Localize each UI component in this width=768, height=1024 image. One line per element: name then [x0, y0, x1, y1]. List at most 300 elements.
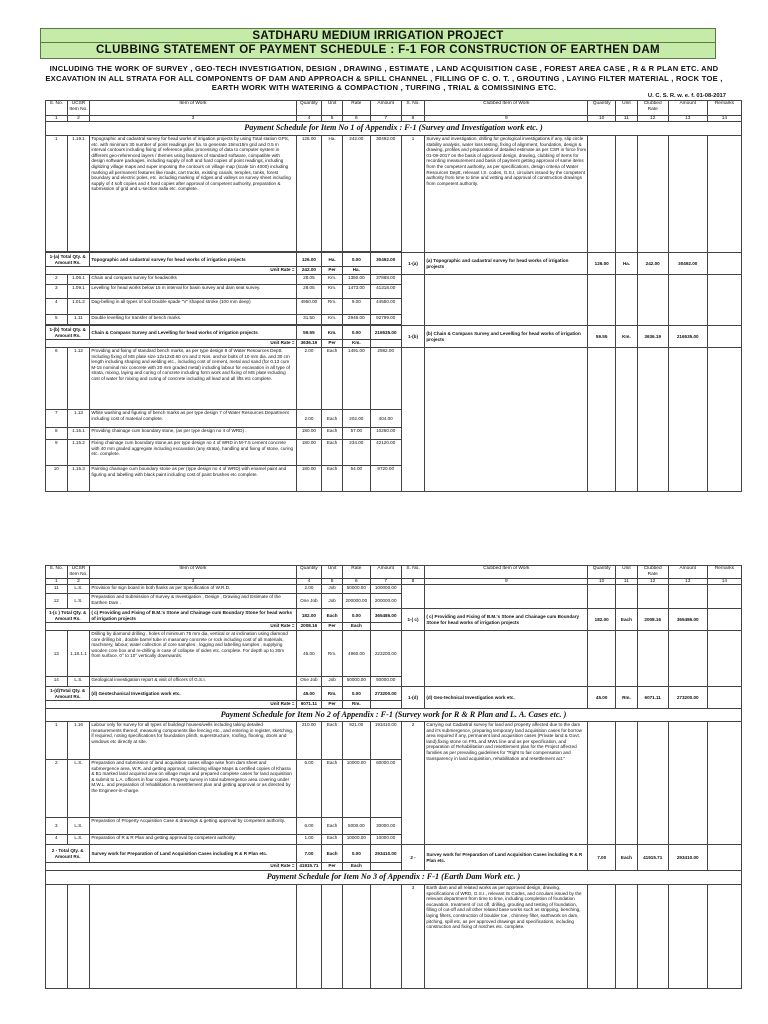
club-unit: Each	[616, 609, 638, 631]
cell-empty	[588, 275, 616, 326]
cell-empty	[401, 275, 425, 326]
cell-unit: Rm.	[322, 631, 343, 677]
total-unit: Rm.	[322, 687, 343, 701]
cell-empty	[707, 885, 741, 989]
section-heading-1: Payment Schedule for Item No 1 of Appendix : F-1 (Survey and Investigation work etc. )	[46, 122, 742, 136]
club-desc: Survey work for Preparation of Land Acquisition Cases including R & R Plan etc.	[425, 845, 588, 871]
cell-empty	[707, 687, 741, 709]
cell-desc: Topographic and cadastral survey for head works of irrigation projects by using Total station GPS, etc. with minimum 30 number of point readings per ha. to generate 15mx15m grid and 0.5 m interval contours including fixing of reference pillar, processing of data to computer system in different geo-referenced layers / themes using features of standard software, compatible with design software packages, including supply of soft and hard copies of point readings, including digitizing village maps and super imposing the contours on village map (scale 1in 4000) including marking all permanent features like roads, cart tracks, existing canals, temples, tanks, forest boundary and electric poles, etc. including marking of ridges and valleys on survey sheet including supply of 4 soft copies and 4 hard copies after approval of competent authority, preparation & submission of grid and L-section nalla etc. complete.	[90, 136, 296, 252]
cell-desc: Providing and fixing of standard bench marks, as per type design 8 of Water Resources Deptt. Including fixing of MS plate size 12x12x0.60 cm and 2 Nos. anchor bolts of 10 mm dia. and 30 cm length including shaping and welding etc., including cost of cement, metal and sand (for 0.13 cum M-15 nominal mix concrete with 20 mm graded metal) including labour for excavation in all type of strata, mixing, laying and curing of concrete including form work and fixing of MS plate including cost of water for mixing and curing of concrete including all lead and all lifts etc complete.	[90, 348, 296, 410]
unit-rate-per: Per	[322, 701, 343, 709]
cell-sno: 10	[46, 466, 68, 492]
cell-qty: 45.00	[296, 631, 322, 677]
total-rate: 0.00	[342, 326, 370, 340]
club-rate: 242.00	[637, 253, 668, 275]
cell-desc: Provision for sign board in both flanks as per Specification of W.R.D.	[90, 585, 296, 594]
cell-clubbed: Survey and investigation, drilling for geological investigations if any, slip circle stability analysis, water loss testing, fixing of alignment, foundation, design & drawing, profiles and preparation of detailed estimate as per CSR in force from 01-09-2017 on the basis of approved design, drawing, clubbing of items for recording measurement and basis of payment getting approval of same items from the competent authority, as per specifications, design criteria of Water Resources Deptt, relevant I.S. codes, G.S.I, circulars issued by the competent authority from time to time and vetting and approval of construction drawings from competent authority.	[425, 136, 588, 253]
cell-code: 1.01.2	[67, 299, 90, 315]
cell-qty: 28.05	[296, 275, 322, 285]
colnum: 5	[322, 116, 343, 122]
cell-desc: Labour only for survey for all types of building/ houses/wells including taking detailed measurements thereof, measuring components like fencing etc., and entering in register, sketching, if required, noting specifications for foundation plinth, superstructure, roofing, flooring, doors and windows etc directly at site.	[90, 722, 296, 760]
cell-amount: 44550.00	[370, 299, 401, 315]
colnum: 3	[90, 579, 296, 585]
total-rate: 0.00	[342, 845, 370, 863]
club-qty: 7.00	[588, 845, 616, 871]
cell-empty	[425, 275, 588, 326]
club-qty: 45.00	[588, 687, 616, 709]
cell-sno: 11	[46, 585, 68, 594]
cell-qty: 2.00	[296, 585, 322, 594]
cell-code: L.S.	[67, 585, 90, 594]
colnum: 2	[67, 116, 90, 122]
cell-empty	[370, 701, 401, 709]
cell-rate: 4960.00	[342, 631, 370, 677]
table-row	[46, 722, 742, 760]
cell-unit: Km.	[322, 285, 343, 299]
section-heading-row	[46, 122, 742, 136]
cell-empty	[668, 275, 707, 326]
cell-empty	[425, 631, 588, 687]
club-amount: 293410.00	[668, 845, 707, 871]
cell-unit: Each	[322, 410, 343, 428]
unit-rate-label: Unit Rate =	[46, 863, 297, 871]
club-amount: 216535.00	[668, 326, 707, 348]
total-row	[46, 687, 742, 701]
total-rate: 0.00	[342, 253, 370, 267]
cell-empty	[707, 253, 741, 275]
unit-rate-value: 6071.11	[296, 701, 322, 709]
cell-rate: 234.00	[342, 440, 370, 466]
cell-desc: Preparation and submission of land acquisition cases village wise from dam sheet and submergence area, W.R. and getting approval, collecting village Maps & certified copies of Khasra & B1 marked land acquired area on village maps and prepared complete cases for land acquisition & submit to L.A. officers in four copies. Property survey in total submergence area covering under M.W.L. and preparation of rehabilitation & resettlement plan and getting approval or as directed by the Engineer-in-charge.	[90, 760, 296, 818]
colnum: 1	[46, 116, 68, 122]
cell-empty	[296, 885, 322, 989]
cell-code: 1.12	[67, 348, 90, 410]
cell-sno: 1	[46, 136, 68, 252]
colnum: 9	[425, 116, 588, 122]
cell-clubbed: Carrying out Cadastral survey for land and property affected due to the dam and it's submergence, preparing temporary land acquisition cases for borrow area required if any, permanent land acquisition cases (Private land & Govt. land),fixing stone on FRL and MWL line and as per specification, and preparation of Rehabilitation and resettlement plan for the Project affected families as per prevailing guidelines for "Right to fair compensation and transparency in land acquisition, rehabilitation and resettlement act."	[425, 722, 588, 845]
colnum: 3	[90, 116, 296, 122]
cell-desc: Chain and compass survey for headworks	[90, 275, 296, 285]
colnum: 9	[425, 579, 588, 585]
cell-empty	[370, 623, 401, 631]
cell-empty	[616, 275, 638, 326]
cell-empty	[401, 348, 425, 492]
unit-rate-label: Unit Rate =	[46, 267, 297, 275]
cell-code: 1.16	[67, 722, 90, 760]
club-rate: 2008.16	[637, 609, 668, 631]
club-desc: (d) Geo-technical Investigation work etc.	[425, 687, 588, 709]
unit-rate-value: 41915.71	[296, 863, 322, 871]
ucsr-effective-date: U. C. S. R. w. e. f. 01-08-2017	[647, 93, 726, 99]
colnum: 8	[401, 116, 425, 122]
total-unit: Each	[322, 609, 343, 623]
cell-amount: 42120.00	[370, 440, 401, 466]
unit-rate-unit: Each	[342, 863, 370, 871]
title-banner	[40, 28, 716, 59]
cell-empty	[46, 885, 68, 989]
table-row	[46, 275, 742, 285]
colnum: 10	[588, 579, 616, 585]
col-sno: S. No.	[46, 101, 68, 116]
total-desc: Chain & Compass Survey and Levelling for head works of irrigation projects	[90, 326, 296, 340]
cell-rate: 5000.00	[342, 818, 370, 835]
cell-empty	[401, 585, 425, 609]
cell-sno: 4	[46, 835, 68, 845]
cell-empty	[588, 136, 616, 253]
unit-rate-unit: Ha.	[342, 267, 370, 275]
cell-empty	[707, 609, 741, 631]
unit-rate-value: 3636.19	[296, 340, 322, 348]
cell-code: 1.19.1	[67, 136, 90, 252]
colnum: 4	[296, 579, 322, 585]
cell-empty	[588, 631, 616, 687]
cell-code: L.S.	[67, 760, 90, 818]
cell-empty	[637, 885, 668, 989]
colnum: 2	[67, 579, 90, 585]
cell-sno: 3	[46, 818, 68, 835]
cell-qty: One Job	[296, 677, 322, 687]
cell-qty: 126.00	[296, 136, 322, 252]
total-desc: ( c) Providing and Fixing of B.M.'s Stone and Chainage cum Boundary Stone for head works of irrigation projects	[90, 609, 296, 623]
cell-desc: Double levelling for transfer of bench marks.	[90, 315, 296, 325]
col-rate: Rate	[342, 566, 370, 579]
cell-empty	[370, 267, 401, 275]
total-row	[46, 253, 742, 267]
cell-empty	[425, 348, 588, 492]
col-qty2: Quantity	[588, 566, 616, 579]
cell-sno: 4	[46, 299, 68, 315]
cell-amount: 37868.00	[370, 275, 401, 285]
cell-sno: 7	[46, 410, 68, 428]
col-unit2: Unit	[616, 101, 638, 116]
cell-qty: 6.00	[296, 818, 322, 835]
total-unit: Km.	[322, 326, 343, 340]
cell-rate: 10000.00	[342, 760, 370, 818]
colnum: 11	[616, 579, 638, 585]
col-sno2: S. No.	[401, 101, 425, 116]
cell-unit: Each	[322, 818, 343, 835]
cell-rate: 57.00	[342, 428, 370, 440]
club-rate: 3636.19	[637, 326, 668, 348]
col-crate: Clubbed Rate	[637, 101, 668, 116]
cell-desc: Preparation of Property Acquisition Case & drawings & getting approval by competent authority.	[90, 818, 296, 835]
cell-desc: Geological investigation report & visit of officers of G.S.I.	[90, 677, 296, 687]
club-unit: Rm.	[616, 687, 638, 709]
header-row	[46, 566, 742, 579]
total-amount: 216535.00	[370, 326, 401, 340]
cell-empty	[707, 631, 741, 687]
cell-unit: Each	[322, 348, 343, 410]
table-row	[46, 631, 742, 677]
cell-empty	[637, 275, 668, 326]
cell-unit: Km.	[322, 275, 343, 285]
cell-empty	[707, 326, 741, 348]
total-label: 1-(c ) Total Qty. & Amount Rs.	[46, 609, 90, 623]
cell-sno: 1	[46, 722, 68, 760]
unit-rate-unit: Km.	[342, 340, 370, 348]
colnum: 12	[637, 579, 668, 585]
cell-amount: 92799.00	[370, 315, 401, 325]
cell-amount: 41318.00	[370, 285, 401, 299]
total-qty: 59.55	[296, 326, 322, 340]
cell-qty: One Job	[296, 594, 322, 609]
club-amount: 365486.00	[668, 609, 707, 631]
unit-rate-value: 242.00	[296, 267, 322, 275]
cell-qty: 1.00	[296, 835, 322, 845]
club-desc: (b) Chain & Compass Survey and Levelling for head works of irrigation projects	[425, 326, 588, 348]
unit-rate-label: Unit Rate =	[46, 340, 297, 348]
cell-empty	[637, 631, 668, 687]
cell-empty	[370, 863, 401, 871]
cell-unit: Each	[322, 760, 343, 818]
cell-qty: 2.00	[296, 348, 322, 410]
cell-rate: 242.00	[342, 136, 370, 252]
cell-code: 1.06.1	[67, 275, 90, 285]
col-unit2: Unit	[616, 566, 638, 579]
cell-empty	[668, 348, 707, 492]
cell-amount: 30000.00	[370, 818, 401, 835]
cell-unit: Each	[322, 835, 343, 845]
cell-desc: White washing and figuring of bench marks as per type design 7 of Water Resources Department including cost of material complete.	[90, 410, 296, 428]
cell-empty	[637, 585, 668, 609]
payment-schedule-table-2	[45, 565, 742, 989]
unit-rate-per: Per	[322, 267, 343, 275]
club-qty: 126.00	[588, 253, 616, 275]
col-clubbed: Clubbed Item of Work	[425, 566, 588, 579]
section-heading-row	[46, 709, 742, 722]
cell-amount: 200000.00	[370, 594, 401, 609]
cell-empty	[668, 885, 707, 989]
cell-empty	[707, 585, 741, 609]
table-row	[46, 585, 742, 594]
cell-sno2: 2	[401, 722, 425, 845]
cell-qty: 210.00	[296, 722, 322, 760]
club-sno: 1-(d)	[401, 687, 425, 709]
col-amount: Amount	[370, 566, 401, 579]
unit-rate-unit: Each	[342, 623, 370, 631]
cell-sno: 14	[46, 677, 68, 687]
col-remarks: Remarks	[707, 566, 741, 579]
col-ucsr: UCSR Item No.	[67, 566, 90, 579]
cell-empty	[668, 136, 707, 253]
cell-sno: 2	[46, 760, 68, 818]
cell-empty	[637, 136, 668, 253]
cell-unit: Job	[322, 594, 343, 609]
cell-empty	[707, 348, 741, 492]
total-row	[46, 326, 742, 340]
total-desc: Survey work for Preparation of Land Acquisition Cases including R & R Plan etc.	[90, 845, 296, 863]
cell-empty	[616, 348, 638, 492]
cell-code: L.S.	[67, 835, 90, 845]
cell-empty	[370, 340, 401, 348]
total-qty: 7.00	[296, 845, 322, 863]
cell-empty	[67, 885, 90, 989]
colnum: 13	[668, 579, 707, 585]
cell-sno: 2	[46, 275, 68, 285]
cell-sno: 9	[46, 440, 68, 466]
total-qty: 45.00	[296, 687, 322, 701]
cell-empty	[616, 722, 638, 845]
cell-empty	[668, 722, 707, 845]
total-qty: 182.00	[296, 609, 322, 623]
club-amount: 30492.00	[668, 253, 707, 275]
cell-empty	[342, 885, 370, 989]
colnum: 8	[401, 579, 425, 585]
club-sno: 2 -	[401, 845, 425, 871]
cell-code: 1.13	[67, 410, 90, 428]
club-desc: (a) Topographic and cadastral survey for head works of irrigation projects	[425, 253, 588, 275]
club-desc: ( c) Providing and Fixing of B.M.'s Stone and Chainage cum Boundary Stone for head works of irrigation projects	[425, 609, 588, 631]
unit-rate-label: Unit Rate =	[46, 623, 297, 631]
cell-amount: 10000.00	[370, 835, 401, 845]
payment-schedule-table-1	[45, 100, 742, 492]
club-sno: 1-(b)	[401, 326, 425, 348]
cell-rate: 9.00	[342, 299, 370, 315]
cell-rate: 50000.00	[342, 677, 370, 687]
col-amount: Amount	[370, 101, 401, 116]
cell-empty	[668, 631, 707, 687]
col-unit: Unit	[322, 101, 343, 116]
cell-qty: 4950.00	[296, 299, 322, 315]
cell-empty	[616, 885, 638, 989]
cell-code: 1.15.2	[67, 440, 90, 466]
total-unit: Each	[322, 845, 343, 863]
total-amount: 30492.00	[370, 253, 401, 267]
cell-code: L.S.	[67, 594, 90, 609]
cell-empty	[707, 845, 741, 871]
total-label: 1-(a) Total Qty. & Amount Rs.	[46, 253, 90, 267]
colnum: 4	[296, 116, 322, 122]
club-sno: 1-(a)	[401, 253, 425, 275]
total-row	[46, 609, 742, 623]
total-label: 1-(b) Total Qty. & Amount Rs.	[46, 326, 90, 340]
unit-rate-per: Per	[322, 623, 343, 631]
cell-empty	[588, 585, 616, 609]
cell-amount: 223200.00	[370, 631, 401, 677]
cell-clubbed: Earth dam and all related works as per approved design, drawing, specifications of WRD, G.S.I., relevant IS Codes, and circulars issued by the relevant department from time to time, including completion of foundation excavation, treatment of cut off, drilling, grouting and testing of foundation, filling of cut-off and all other related base works such as stripping, benching, laying filters, construction of boulder toe , chimney filter, earthwork on dam, pitching, spill etc, as per approved drawings and specifications, including construction and fixing of notches etc. complete.	[425, 885, 588, 989]
cell-rate: 921.00	[342, 722, 370, 760]
cell-unit: Rm.	[322, 299, 343, 315]
col-clubbed: Clubbed Item of Work	[425, 101, 588, 116]
col-amount2: Amount	[668, 101, 707, 116]
club-rate: 41915.71	[637, 845, 668, 871]
cell-empty	[588, 722, 616, 845]
club-unit: Ha.	[616, 253, 638, 275]
table-row	[46, 348, 742, 410]
total-desc: (d) Geotechanical Investigation work etc.	[90, 687, 296, 701]
cell-sno: 5	[46, 315, 68, 325]
cell-empty	[616, 585, 638, 609]
cell-desc: Drilling by diamond drilling , holes of minimum 75 mm dia, vertical or at inclination using diamond core drilling bit , double barrel tube in masonary concrete or rock including cost of all materials, machinery, labour, water collection of core samples , logging and labelling samples , supplying wooden core box and re-drilling in case of collapse of sides etc. complete. For depth up to 30m from surface. 0° to 10° vertically downwards.	[90, 631, 296, 677]
col-qty2: Quantity	[588, 101, 616, 116]
cell-amount: 100000.00	[370, 585, 401, 594]
cell-desc: Preparation and Submission of Survey & Investigation , Design , Drawing and Estimate of the Earthen Dam .	[90, 594, 296, 609]
cell-unit: Each	[322, 466, 343, 492]
col-ucsr: UCSR Item No.	[67, 101, 90, 116]
header-row	[46, 101, 742, 116]
unit-rate-label: Unit Rate =	[46, 701, 297, 709]
cell-code: L.S.	[67, 818, 90, 835]
scope-description: INCLUDING THE WORK OF SURVEY , GEO-TECH INVESTIGATION, DESIGN , DRAWING , ESTIMATE , LAND ACQUISITION CASE , FOREST AREA CASE , R & R PLAN ETC. AND EXCAVATION IN ALL STRATA FOR ALL COMPONENTS OF DAM AND APPROACH & SPILL CHANNEL , FILLING OF C. O. T. , GROUTING , LAYING FILTER MATERIAL , ROCK TOE , EARTH WORK WITH WATERING & COMPACTION , TURFING , TRIAL & COMISSINING ETC.	[45, 64, 723, 93]
cell-desc: Painting chainage cum boundary stone as per (type design no 4 of WRD) with enamel paint and figuring and labelling with black paint including cost of paint brushes etc complete.	[90, 466, 296, 492]
total-rate: 0.00	[342, 687, 370, 701]
cell-empty	[707, 275, 741, 326]
cell-sno2: 1	[401, 136, 425, 253]
cell-qty: 180.00	[296, 466, 322, 492]
cell-desc: Preparation of R & R Plan and getting approval by competent authority.	[90, 835, 296, 845]
total-amount: 273200.00	[370, 687, 401, 701]
colnum: 5	[322, 579, 343, 585]
club-rate: 6071.11	[637, 687, 668, 709]
total-qty: 126.00	[296, 253, 322, 267]
total-amount: 365486.00	[370, 609, 401, 623]
col-rate: Rate	[342, 101, 370, 116]
club-amount: 273200.00	[668, 687, 707, 709]
colnum: 6	[342, 579, 370, 585]
colnum: 14	[707, 116, 741, 122]
cell-code: 1.18.1.1	[67, 631, 90, 677]
cell-desc: Providing chainage cum boundary stone, (as per type design no 4 of WRD) .	[90, 428, 296, 440]
cell-sno: 12	[46, 594, 68, 609]
club-qty: 182.00	[588, 609, 616, 631]
cell-empty	[616, 631, 638, 687]
statement-subtitle: CLUBBING STATEMENT OF PAYMENT SCHEDULE : F-1 FOR CONSTRUCTION OF EARTHEN DAM	[95, 44, 661, 56]
cell-amount: 193410.00	[370, 722, 401, 760]
total-label: 1-(d)Total Qty. & Amount Rs.	[46, 687, 90, 701]
club-sno: 1-( c)	[401, 609, 425, 631]
colnum: 7	[370, 116, 401, 122]
cell-sno2: 3	[401, 885, 425, 989]
cell-code: 1.15.1	[67, 428, 90, 440]
cell-rate: 1491.00	[342, 348, 370, 410]
cell-empty	[90, 885, 296, 989]
cell-qty: 180.00	[296, 440, 322, 466]
cell-amount: 2982.00	[370, 348, 401, 410]
cell-unit: Job	[322, 677, 343, 687]
col-amount2: Amount	[668, 566, 707, 579]
cell-empty	[322, 885, 343, 989]
cell-amount: 9720.00	[370, 466, 401, 492]
section-heading-3: Payment Schedule for Item No 3 of Appendix : F-1 (Earth Dam Work etc. )	[46, 871, 742, 885]
cell-rate: 2946.00	[342, 315, 370, 325]
col-item: Item of Work	[90, 566, 296, 579]
cell-sno: 3	[46, 285, 68, 299]
unit-rate-per: Per	[322, 863, 343, 871]
unit-rate-per: Per	[322, 340, 343, 348]
col-unit: Unit	[322, 566, 343, 579]
colnum: 12	[637, 116, 668, 122]
cell-desc: Dag-belling in all types of soil Double spade "V" shaped stroke (100 mm deep)	[90, 299, 296, 315]
cell-rate: 54.00	[342, 466, 370, 492]
cell-empty	[588, 885, 616, 989]
cell-code: 1.11	[67, 315, 90, 325]
colnum: 7	[370, 579, 401, 585]
cell-amount: 30492.00	[370, 136, 401, 252]
colnum: 13	[668, 116, 707, 122]
cell-empty	[370, 885, 401, 989]
total-desc: Topographic and cadastral survey for head works of irrigation projects	[90, 253, 296, 267]
cell-empty	[425, 585, 588, 609]
cell-rate: 50000.00	[342, 585, 370, 594]
club-unit: Each	[616, 845, 638, 871]
cell-rate: 1473.00	[342, 285, 370, 299]
col-remarks: Remarks	[707, 101, 741, 116]
total-row	[46, 845, 742, 863]
cell-rate: 200000.00	[342, 594, 370, 609]
cell-sno: 13	[46, 631, 68, 677]
cell-unit: Job	[322, 585, 343, 594]
cell-desc: Fixing chainage cum boundary stone,as per type design no 4 of WRD in M-7.5 cement concrete with 40 mm graded aggregate including excavation (any strata), handling and fixing of stone, curing etc. complete.	[90, 440, 296, 466]
